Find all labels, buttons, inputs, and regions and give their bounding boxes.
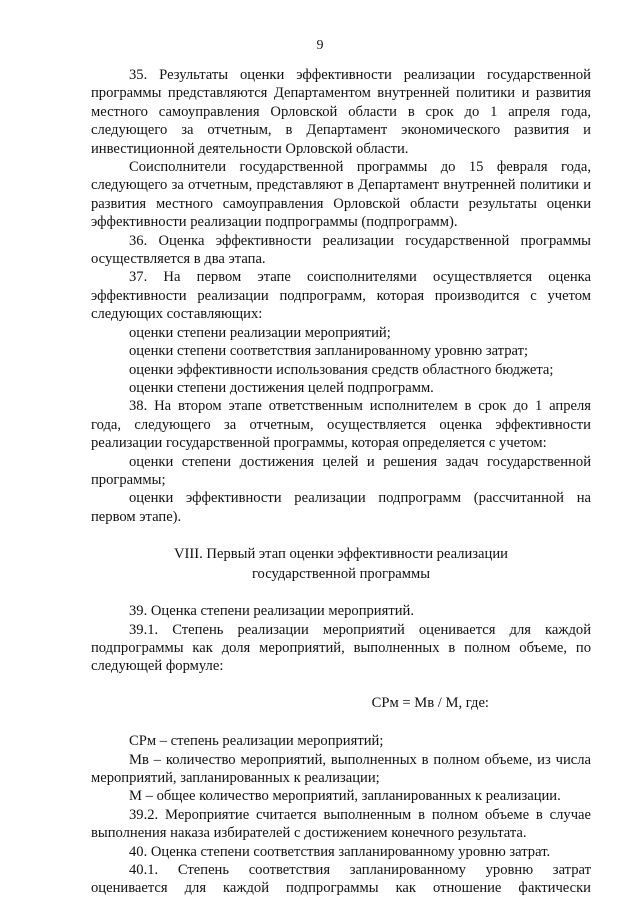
paragraph-38: 38. На втором этапе ответственным исполнителем в срок до 1 апреля года, следующего за отчетным, осуществляется оценка эффективности реализации государственной программы, которая определяется с учетом:: [91, 398, 591, 452]
definition-srm: СРм – степень реализации мероприятий;: [129, 733, 384, 750]
paragraph-36: 36. Оценка эффективности реализации государственной программы осуществляется в два этапа.: [91, 232, 591, 268]
section-heading: [91, 544, 591, 584]
paragraph-39-2: 39.2. Мероприятие считается выполненным в полном объеме в случае выполнения наказа избирателей с достижением конечного результата.: [91, 806, 591, 842]
definition-m: М – общее количество мероприятий, запланированных к реализации.: [129, 788, 561, 805]
paragraph-37: 37. На первом этапе соисполнителями осуществляется оценка эффективности реализации подпрограмм, которая производится с учетом следующих составляющих:: [91, 269, 591, 323]
page-number: 9: [316, 38, 324, 53]
definition-mv: Мв – количество мероприятий, выполненных в полном объеме, из числа мероприятий, запланированных к реализации;: [91, 751, 591, 786]
section-heading-line1: VIII. Первый этап оценки эффективности реализации: [174, 546, 508, 563]
list-item: оценки степени соответствия запланированному уровню затрат;: [129, 343, 529, 360]
paragraph-coexecutors: Соисполнители государственной программы до 15 февраля года, следующего за отчетным, представляют в Департамент внутренней политики и развития местного самоуправления Орловской области результаты оценки эффективности реализации подпрограммы (подпрограмм).: [91, 159, 591, 231]
list-item: оценки эффективности использования средств областного бюджета;: [129, 361, 554, 378]
list-item: оценки эффективности реализации подпрограмм (рассчитанной на первом этапе).: [91, 490, 591, 525]
formula: СРм = Мв / М, где:: [371, 694, 489, 711]
list-item: оценки степени достижения целей и решения задач государственной программы;: [91, 453, 591, 488]
section-heading-line2: государственной программы: [251, 566, 431, 583]
document-body: [91, 66, 591, 898]
paragraph-39-1: 39.1. Степень реализации мероприятий оценивается для каждой подпрограммы как доля мероприятий, выполненных в полном объеме, по следующей формуле:: [91, 621, 591, 675]
list-item: оценки степени достижения целей подпрограмм.: [129, 379, 434, 396]
paragraph-39: 39. Оценка степени реализации мероприятий.: [129, 603, 414, 620]
list-item: оценки степени реализации мероприятий;: [129, 324, 391, 341]
paragraph-40-1: 40.1. Степень соответствия запланированному уровню затрат оценивается для каждой подпрограммы как отношение фактически: [91, 862, 591, 897]
paragraph-40: 40. Оценка степени соответствия запланированному уровню затрат.: [129, 843, 551, 860]
paragraph-35: 35. Результаты оценки эффективности реализации государственной программы представляются Департаментом внутренней политики и развития местного самоуправления Орловской области в срок до 1 апреля года, следующего за отчетным, в Департамент экономического развития и инвестиционной деятельности Орловской области.: [91, 67, 591, 157]
